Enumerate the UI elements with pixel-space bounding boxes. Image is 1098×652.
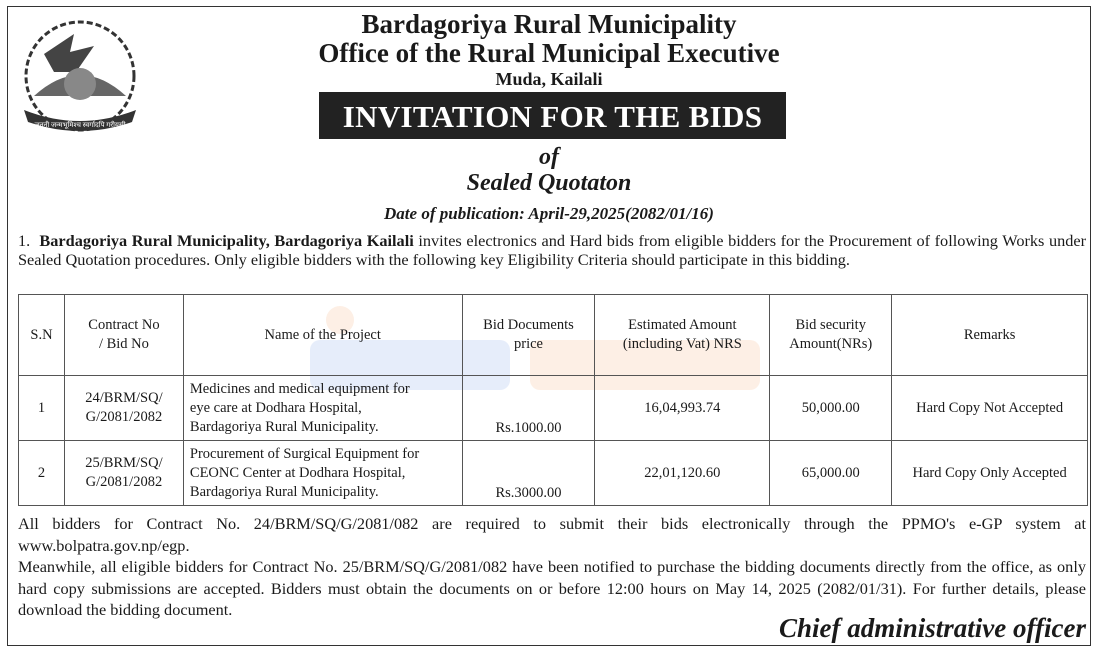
table-row: [19, 441, 1088, 506]
header-remarks: Remarks: [892, 295, 1088, 376]
municipality-title: Bardagoriya Rural Municipality: [361, 9, 737, 39]
cell-remarks: Hard Copy Only Accepted: [892, 441, 1088, 506]
publication-date: Date of publication: April-29,2025(2082/01/16): [384, 204, 714, 223]
cell-security: 65,000.00: [770, 441, 892, 506]
subtitle-of: of: [539, 144, 559, 170]
intro-bold: Bardagoriya Rural Municipality, Bardagoriya Kailali: [39, 231, 414, 250]
header-contract: Contract No / Bid No: [64, 295, 183, 376]
cell-contract: 24/BRM/SQ/ G/2081/2082: [64, 376, 183, 441]
header-sn: S.N: [19, 295, 65, 376]
emblem-motto: जननी जन्मभूमिश्च स्वर्गादपि गरीयसी: [34, 121, 126, 129]
footer-text: [18, 513, 1086, 621]
table-header-row: [19, 295, 1088, 376]
footer-paragraph-1: All bidders for Contract No. 24/BRM/SQ/G/2081/082 are required to submit their bids electronically through the PPMO's e-GP system at www.bolpatra.gov.np/egp.: [18, 514, 1086, 555]
header-security: Bid security Amount(NRs): [770, 295, 892, 376]
bids-table: [18, 294, 1088, 506]
cell-doc-price: Rs.1000.00: [462, 376, 595, 441]
cell-amount: 22,01,120.60: [595, 441, 770, 506]
table-row: [19, 376, 1088, 441]
cell-remarks: Hard Copy Not Accepted: [892, 376, 1088, 441]
cell-sn: 1: [19, 376, 65, 441]
cell-doc-price: Rs.3000.00: [462, 441, 595, 506]
cell-amount: 16,04,993.74: [595, 376, 770, 441]
location: Muda, Kailali: [495, 69, 603, 89]
cell-contract: 25/BRM/SQ/ G/2081/2082: [64, 441, 183, 506]
header-amount: Estimated Amount (including Vat) NRS: [595, 295, 770, 376]
footer-paragraph-2: Meanwhile, all eligible bidders for Contract No. 25/BRM/SQ/G/2081/082 have been notified to purchase the bidding documents directly from the office, as only hard copy submissions are accepted. Bidders must obtain the documents on or before 12:00 hours on May 14, 2025 (2082/01/31). For further details, please download the bidding document.: [18, 557, 1086, 619]
signature: Chief administrative officer: [779, 613, 1086, 643]
invitation-banner: INVITATION FOR THE BIDS: [319, 92, 786, 139]
cell-project: Procurement of Surgical Equipment for CEONC Center at Dodhara Hospital, Bardagoriya Rural Municipality.: [183, 441, 462, 506]
intro-paragraph: [18, 231, 1086, 269]
header-doc-price: Bid Documents price: [462, 295, 595, 376]
header-project: Name of the Project: [183, 295, 462, 376]
cell-security: 50,000.00: [770, 376, 892, 441]
cell-sn: 2: [19, 441, 65, 506]
intro-text: invites electronics and Hard bids from eligible bidders for the Procurement of following Works under Sealed Quotation procedures. Only eligible bidders with the following key Eligibility Criteria should participate in this bidding.: [18, 231, 1087, 269]
cell-project: Medicines and medical equipment for eye care at Dodhara Hospital, Bardagoriya Rural Municipality.: [183, 376, 462, 441]
intro-number: 1.: [18, 231, 31, 250]
office-title: Office of the Rural Municipal Executive: [318, 38, 780, 68]
subtitle-type: Sealed Quotaton: [466, 170, 632, 196]
